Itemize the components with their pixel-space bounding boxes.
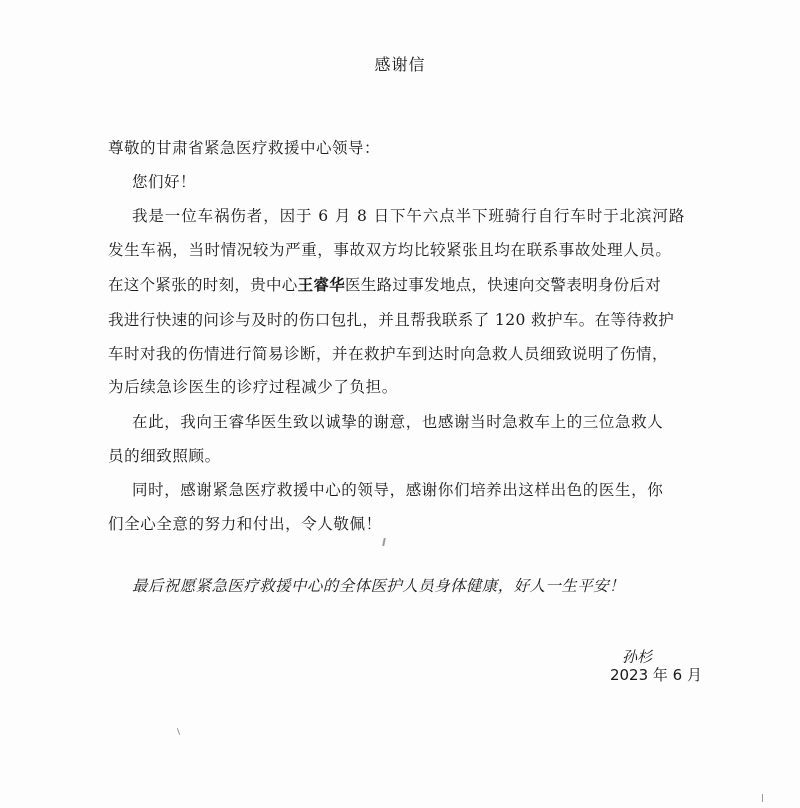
paragraph-text: 医生路过事发地点，快速向交警表明身份后对 xyxy=(345,276,662,294)
letter-date: 2023 年 6 月 xyxy=(609,666,702,684)
paragraph-line: 们全心全意的努力和付出，令人敬佩！ xyxy=(108,515,382,533)
paragraph-line: 在此，我向王睿华医生致以诚挚的谢意，也感谢当时急救车上的三位急救人 xyxy=(132,413,664,431)
paragraph-line: 发生车祸，当时情况较为严重，事故双方均比较紧张且均在联系事故处理人员。 xyxy=(108,241,672,259)
scan-speck xyxy=(762,794,763,802)
paragraph-text: 在这个紧张的时刻，贵中心 xyxy=(108,276,298,294)
paragraph-line: 同时，感谢紧急医疗救援中心的领导，感谢你们培养出这样出色的医生，你 xyxy=(132,481,664,499)
paragraph-line: 我是一位车祸伤者，因于 6 月 8 日下午六点半下班骑行自行车时于北滨河路 xyxy=(132,207,686,225)
paragraph-line xyxy=(108,275,661,295)
paragraph-line: 我进行快速的问诊与及时的伤口包扎，并且帮我联系了 120 救护车。在等待救护 xyxy=(108,311,675,329)
salutation: 尊敬的甘肃省紧急医疗救援中心领导： xyxy=(108,139,381,157)
paragraph-line: 车时对我的伤情进行简易诊断，并在救护车到达时向急救人员细致说明了伤情， xyxy=(108,345,669,363)
signature: 孙杉 xyxy=(621,648,652,666)
scan-speck xyxy=(382,538,386,546)
letter-title: 感谢信 xyxy=(374,55,426,74)
scan-speck xyxy=(177,728,180,735)
paragraph-line: 为后续急诊医生的诊疗过程减少了负担。 xyxy=(108,378,398,396)
closing-wish: 最后祝愿紧急医疗救援中心的全体医护人员身体健康，好人一生平安！ xyxy=(132,577,625,595)
greeting: 您们好！ xyxy=(132,173,197,191)
doctor-name: 王睿华 xyxy=(297,275,346,294)
paragraph-line: 员的细致照顾。 xyxy=(108,447,221,465)
